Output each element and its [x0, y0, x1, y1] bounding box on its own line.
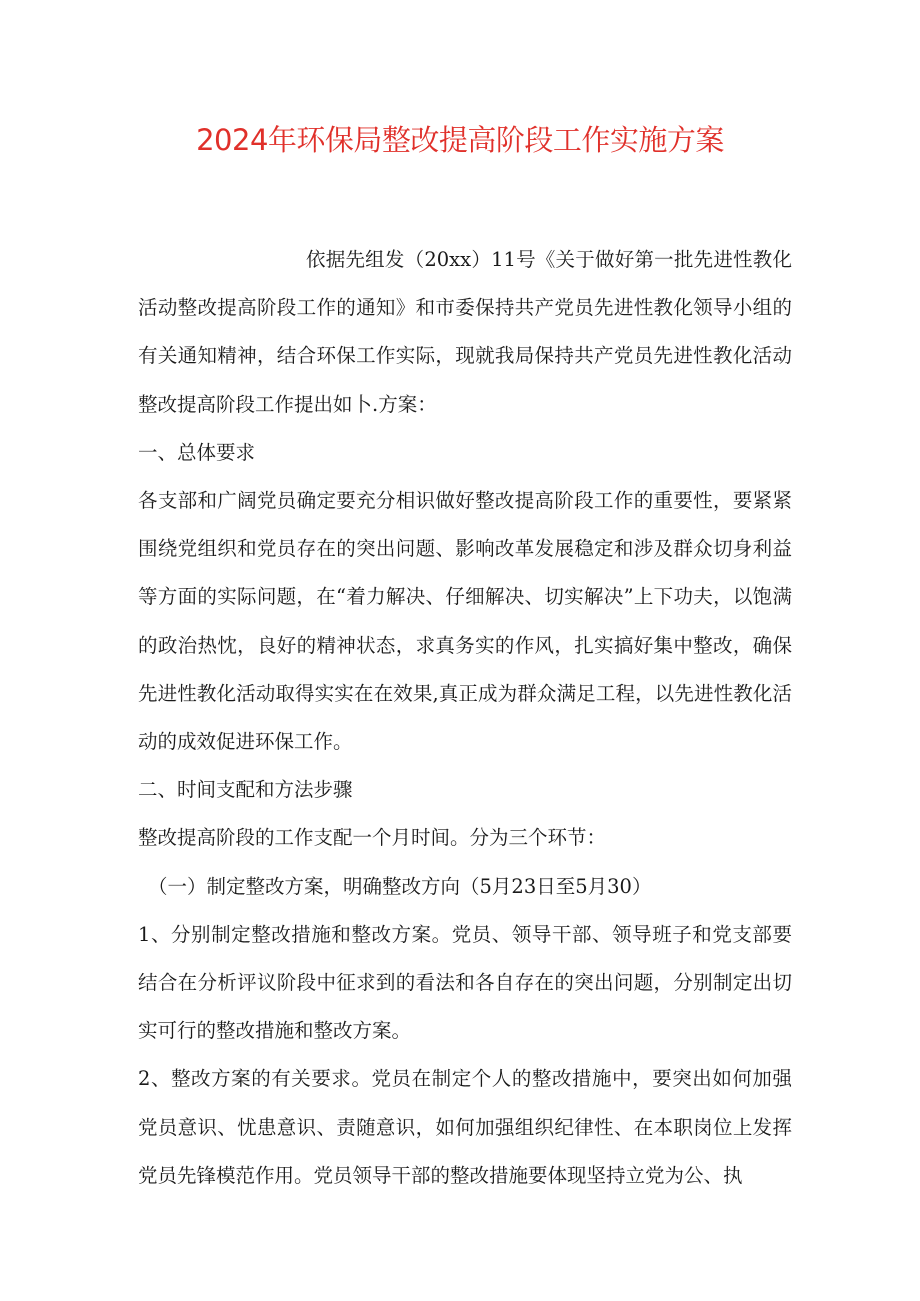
schedule-paragraph: 整改提高阶段的工作支配一个月时间。分为三个环节： — [138, 826, 607, 850]
subsection-heading-plan: （一）制定整改方案，明确整改方向（5月23日至5月30） — [148, 874, 652, 898]
document-title: 2024年环保局整改提高阶段工作实施方案 — [196, 123, 724, 157]
intro-paragraph: 依据先组发（20xx）11号《关于做好第一批先进性教化活动整改提高阶段工作的通知》和市委保持共产党员先进性教化领导小组的有关通知精神，结合环保工作实际，现就我局保持共产党员先进性教化活动整改提高阶段工作提出如卜.方案： — [138, 248, 792, 416]
section-heading-schedule: 二、时间支配和方法步骤 — [138, 778, 353, 802]
section-heading-overall-requirements: 一、总体要求 — [138, 440, 256, 464]
item-1-paragraph: 1、分别制定整改措施和整改方案。党员、领导干部、领导班子和党支部要结合在分析评议阶段中征求到的看法和各自存在的突出问题，分别制定出切实可行的整改措施和整改方案。 — [138, 922, 792, 1043]
item-2-paragraph: 2、整改方案的有关要求。党员在制定个人的整改措施中，要突出如何加强党员意识、忧患意识、责随意识，如何加强组织纪律性、在本职岗位上发挥党员先锋模范作用。党员领导干部的整改措施要体现坚持立党为公、执 — [138, 1067, 792, 1187]
overall-requirements-paragraph: 各支部和广阔党员确定要充分相识做好整改提高阶段工作的重要性，要紧紧围绕党组织和党员存在的突出问题、影响改革发展稳定和涉及群众切身利益等方面的实际问题，在“着力解决、仔细解决、切实解决”上下功夫，以饱满的政治热忱，良好的精神状态，求真务实的作风，扎实搞好集中整改，确保先进性教化活动取得实实在在效果,真正成为群众满足工程，以先进性教化活动的成效促进环保工作。 — [138, 489, 792, 754]
document-body — [138, 236, 792, 1200]
